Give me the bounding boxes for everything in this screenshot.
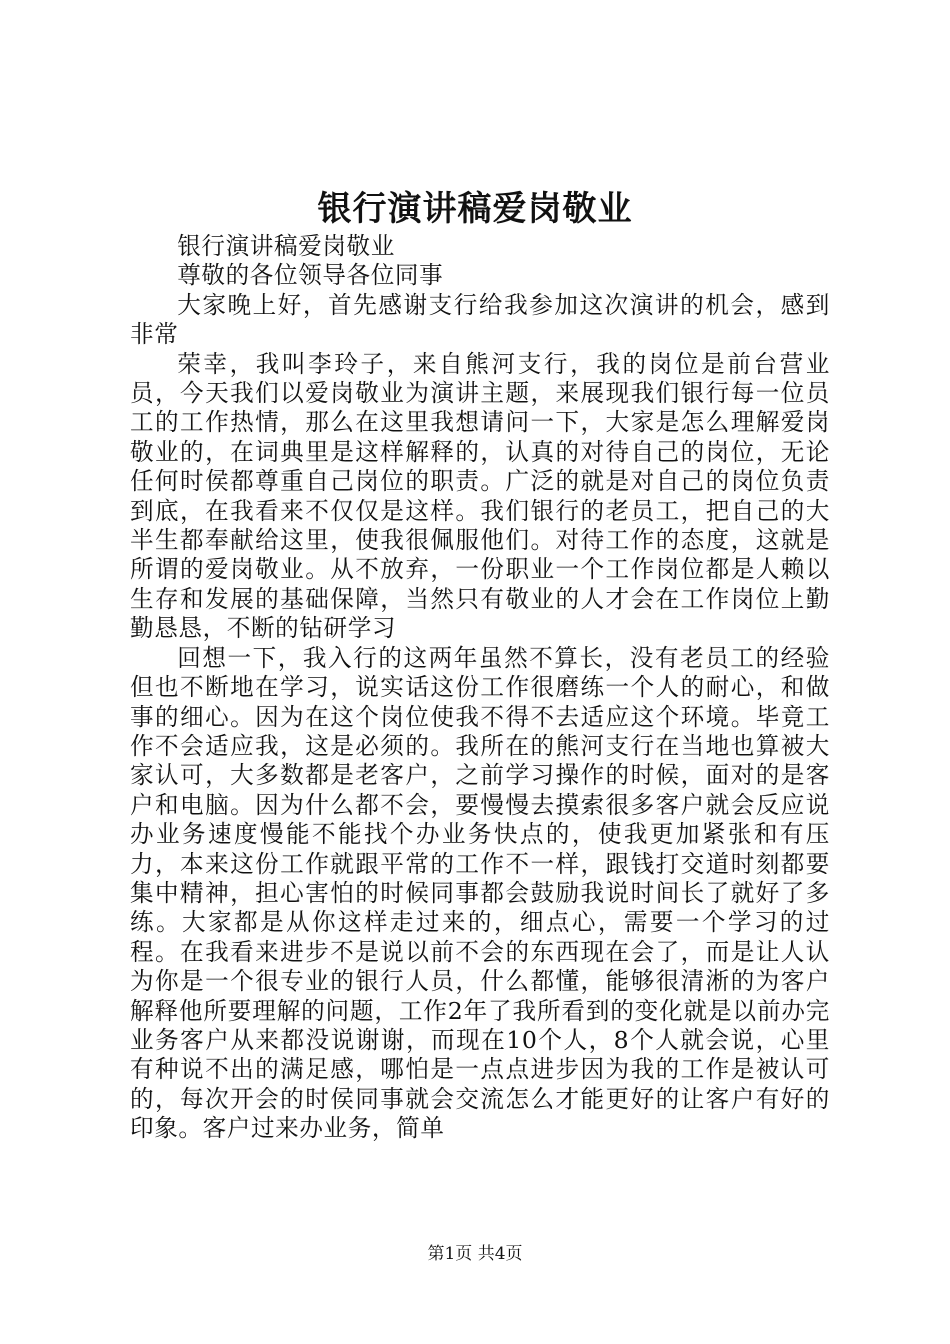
paragraph-salutation: 尊敬的各位领导各位同事 [177,261,444,290]
paragraph-subtitle: 银行演讲稿爱岗敬业 [177,232,395,260]
paragraph-experience: 回想一下，我入行的这两年虽然不算长，没有老员工的经验但也不断地在学习，说实话这份工作很磨练一个人的耐心，和做事的细心。因为在这个岗位使我不得不去适应这个环境。毕竟工作不会适应我，这是必须的。我所在的熊河支行在当地也算被大家认可，大多数都是老客户，之前学习操作的时候，面对的是客户和电脑。因为什么都不会，要慢慢去摸索很多客户就会反应说办业务速度慢能不能找个办业务快点的，使我更加紧张和有压力，本来这份工作就跟平常的工作不一样，跟钱打交道时刻都要集中精神，担心害怕的时候同事都会鼓励我说时间长了就好了多练。大家都是从你这样走过来的，细点心，需要一个学习的过程。在我看来进步不是说以前不会的东西现在会了，而是让人认为你是一个很专业的银行人员，什么都懂，能够很清淅的为客户解释他所要理解的问题，工作2年了我所看到的变化就是以前办完业务客户从来都没说谢谢，而现在10个人，8个人就会说，心里有种说不出的满足感，哪怕是一点点进步因为我的工作是被认可的，每次开会的时侯同事就会交流怎么才能更好的让客户有好的印象。客户过来办业务，简单 [130,643,830,1143]
page-footer: 第1页 共4页 [427,1244,523,1264]
paragraph-greeting: 大家晚上好，首先感谢支行给我参加这次演讲的机会，感到非常 [130,290,830,349]
document-body [130,232,830,1144]
paragraph-introduction: 荣幸，我叫李玲子，来自熊河支行，我的岗位是前台营业员，今天我们以爱岗敬业为演讲主题，来展现我们银行每一位员工的工作热情，那么在这里我想请问一下，大家是怎么理解爱岗敬业的，在词典里是这样解释的，认真的对待自己的岗位，无论任何时侯都尊重自己岗位的职责。广泛的就是对自己的岗位负责到底，在我看来不仅仅是这样。我们银行的老员工，把自己的大半生都奉献给这里，使我很佩服他们。对待工作的态度，这就是所谓的爱岗敬业。从不放弃，一份职业一个工作岗位都是人赖以生存和发展的基础保障，当然只有敬业的人才会在工作岗位上勤勤恳恳，不断的钻研学习 [130,349,830,643]
document-title: 银行演讲稿爱岗敬业 [317,189,633,229]
